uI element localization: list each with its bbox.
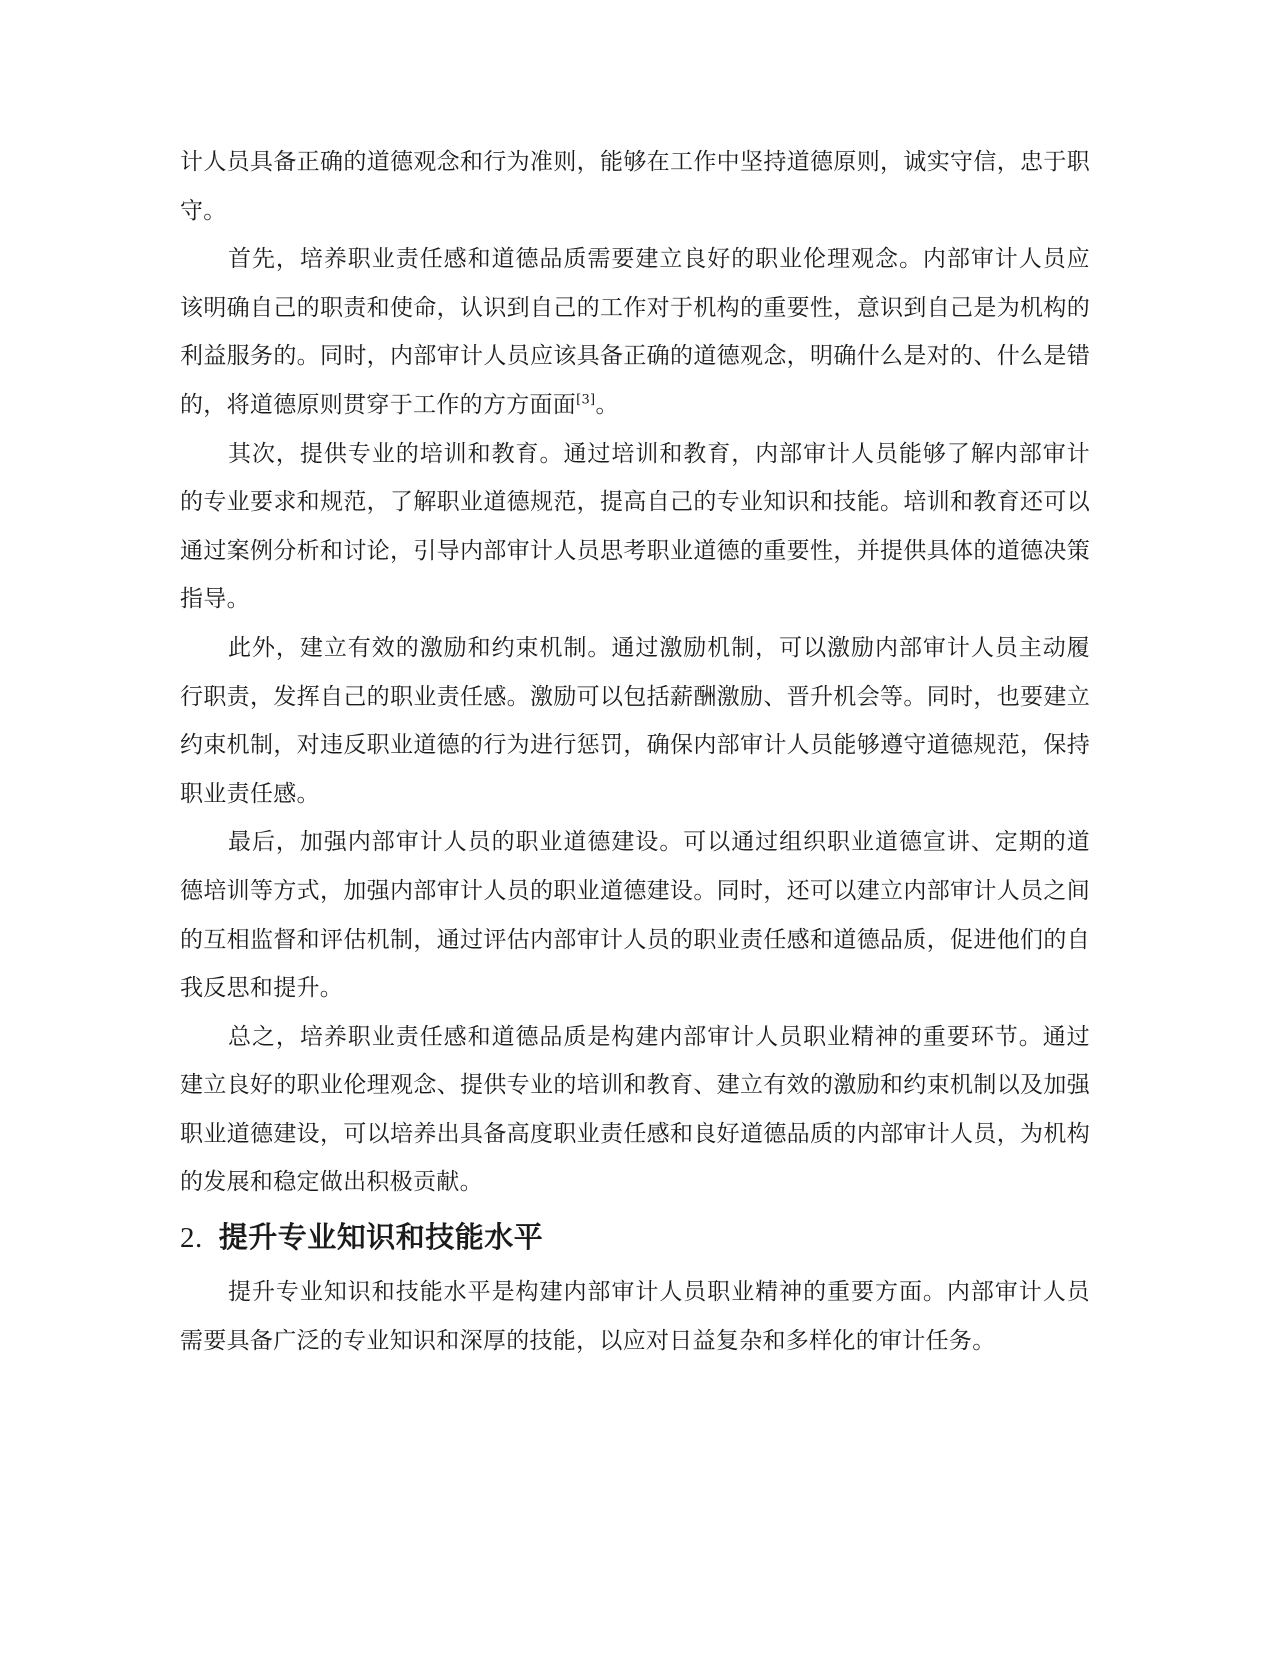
paragraph-text: 最后，加强内部审计人员的职业道德建设。可以通过组织职业道德宣讲、定期的道德培训等方式，加强内部审计人员的职业道德建设。同时，还可以建立内部审计人员之间的互相监督和评估机制，通过评估内部审计人员的职业责任感和道德品质，促进他们的自我反思和提升。 <box>180 829 1090 1002</box>
section-number: 2. <box>180 1222 203 1255</box>
paragraph-ethics-building <box>180 818 1090 1012</box>
paragraph-training <box>180 430 1090 624</box>
paragraph-continuation <box>180 138 1090 235</box>
section-heading <box>180 1207 1090 1268</box>
paragraph-text: 其次，提供专业的培训和教育。通过培训和教育，内部审计人员能够了解内部审计的专业要求和规范，了解职业道德规范，提高自己的专业知识和技能。培训和教育还可以通过案例分析和讨论，引导内部审计人员思考职业道德的重要性，并提供具体的道德决策指导。 <box>180 440 1090 613</box>
paragraph-professional-ethics <box>180 235 1090 429</box>
paragraph-text-end: 。 <box>595 391 619 418</box>
section-title: 提升专业知识和技能水平 <box>218 1220 544 1255</box>
paragraph-text: 计人员具备正确的道德观念和行为准则，能够在工作中坚持道德原则，诚实守信，忠于职守。 <box>180 149 1090 224</box>
document-page <box>180 138 1090 1365</box>
paragraph-text: 首先，培养职业责任感和道德品质需要建立良好的职业伦理观念。内部审计人员应该明确自己的职责和使命，认识到自己的工作对于机构的重要性，意识到自己是为机构的利益服务的。同时，内部审计人员应该具备正确的道德观念，明确什么是对的、什么是错的，将道德原则贯穿于工作的方方面面 <box>180 246 1090 418</box>
paragraph-text: 此外，建立有效的激励和约束机制。通过激励机制，可以激励内部审计人员主动履行职责，发挥自己的职业责任感。激励可以包括薪酬激励、晋升机会等。同时，也要建立约束机制，对违反职业道德的行为进行惩罚，确保内部审计人员能够遵守道德规范，保持职业责任感。 <box>180 634 1090 807</box>
paragraph-text: 提升专业知识和技能水平是构建内部审计人员职业精神的重要方面。内部审计人员需要具备广泛的专业知识和深厚的技能，以应对日益复杂和多样化的审计任务。 <box>180 1279 1090 1354</box>
paragraph-skills-intro <box>180 1268 1090 1365</box>
paragraph-incentives <box>180 624 1090 818</box>
citation-reference[interactable]: [3] <box>576 392 596 408</box>
paragraph-text: 总之，培养职业责任感和道德品质是构建内部审计人员职业精神的重要环节。通过建立良好的职业伦理观念、提供专业的培训和教育、建立有效的激励和约束机制以及加强职业道德建设，可以培养出具备高度职业责任感和良好道德品质的内部审计人员，为机构的发展和稳定做出积极贡献。 <box>180 1023 1090 1196</box>
paragraph-summary <box>180 1013 1090 1207</box>
